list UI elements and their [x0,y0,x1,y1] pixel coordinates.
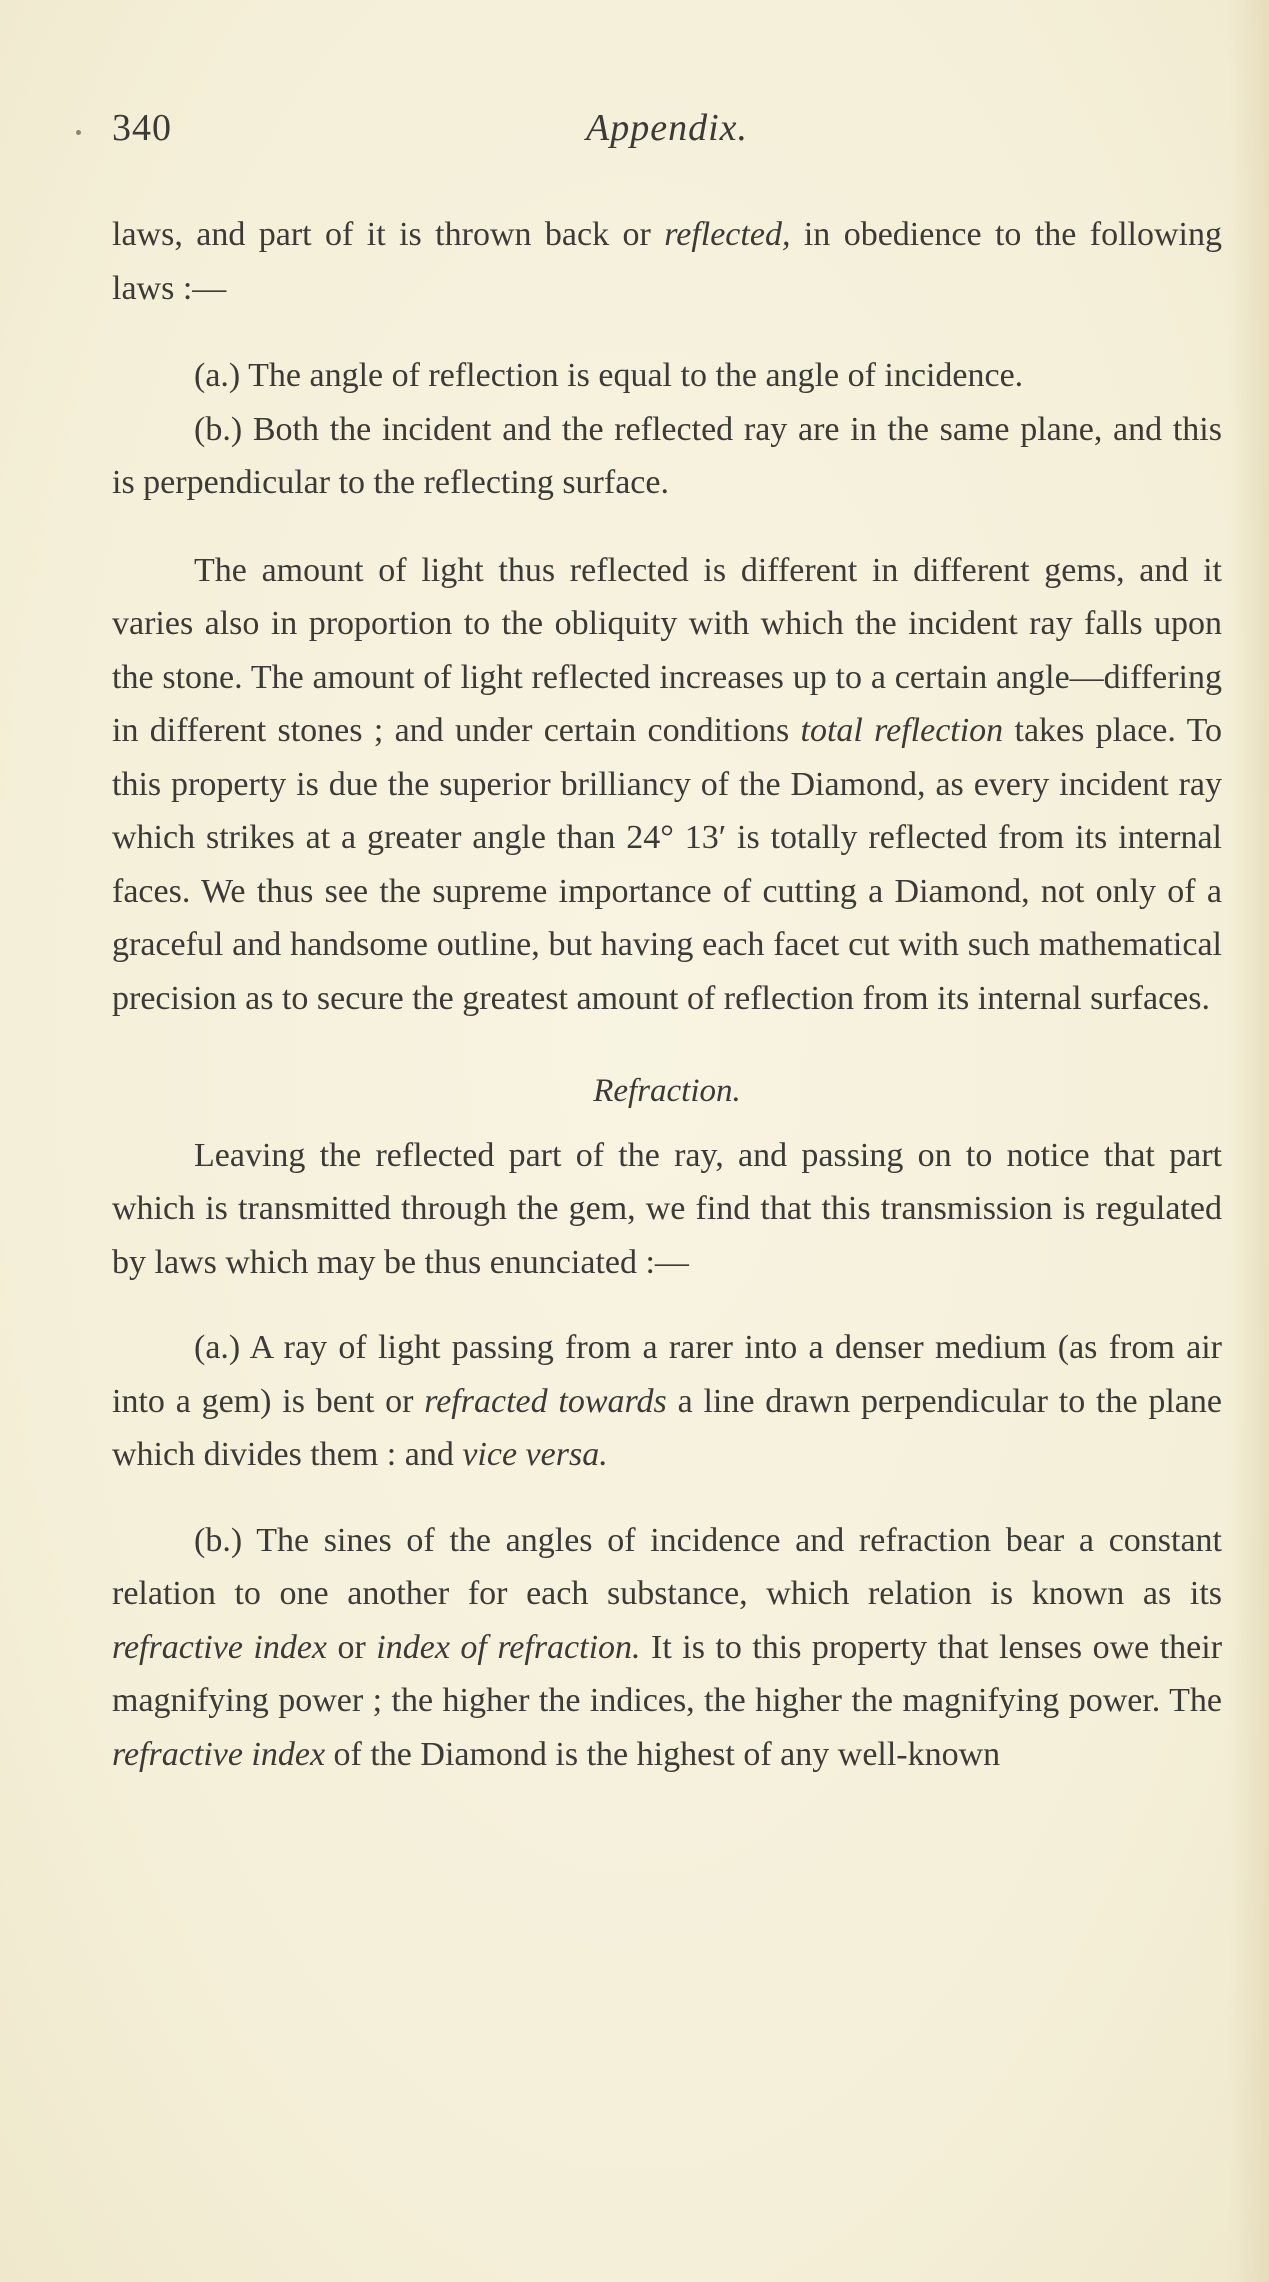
page-number: 340 [112,107,172,149]
section-heading-refraction: Refraction. [593,1073,741,1109]
running-head [0,100,1269,160]
paragraph-laws-continued: laws, and part of it is thrown back or reflected, in obedience to the following laws :— [112,216,1222,307]
law-a-reflection: (a.) The angle of reflection is equal to the angle of incidence. [194,357,1024,394]
law-a-refraction: (a.) A ray of light passing from a rarer into a denser medium (as from air into a gem) is bent or refracted towards a line drawn perpendicular to the plane which divides them : and vice versa. [112,1329,1222,1473]
paragraph-amount-of-light: The amount of light thus reflected is different in different gems, and it varies also in proportion to the obliquity with which the incident ray falls upon the stone. The amount of light reflected increases up to a certain angle—differing in different stones ; and under certain conditions total reflection takes place. To this property is due the superior brilliancy of the Diamond, as every incident ray which strikes at a greater angle than 24° 13′ is totally reflected from its internal faces. We thus see the supreme importance of cutting a Diamond, not only of a graceful and handsome outline, but having each facet cut with such mathematical precision as to secure the greatest amount of reflection from its internal surfaces. [112,551,1222,1017]
body-text [112,208,1222,1781]
law-b-reflection: (b.) Both the incident and the reflected ray are in the same plane, and this is perpendicular to the reflecting surface. [112,410,1222,501]
paragraph-transmission: Leaving the reflected part of the ray, and passing on to notice that part which is transmitted through the gem, we find that this transmission is regulated by laws which may be thus enunciated :— [112,1136,1222,1281]
margin-dot [76,130,81,135]
running-title: Appendix. [586,107,749,149]
page-edge-shadow [1229,0,1269,2282]
law-b-refraction: (b.) The sines of the angles of incidence and refraction bear a constant relation to one another for each substance, which relation is known as its refractive index or index of refraction. It is to this property that lenses owe their magnifying power ; the higher the indices, the higher the magnifying power. The refractive index of the Diamond is the highest of any well-known [112,1521,1223,1773]
